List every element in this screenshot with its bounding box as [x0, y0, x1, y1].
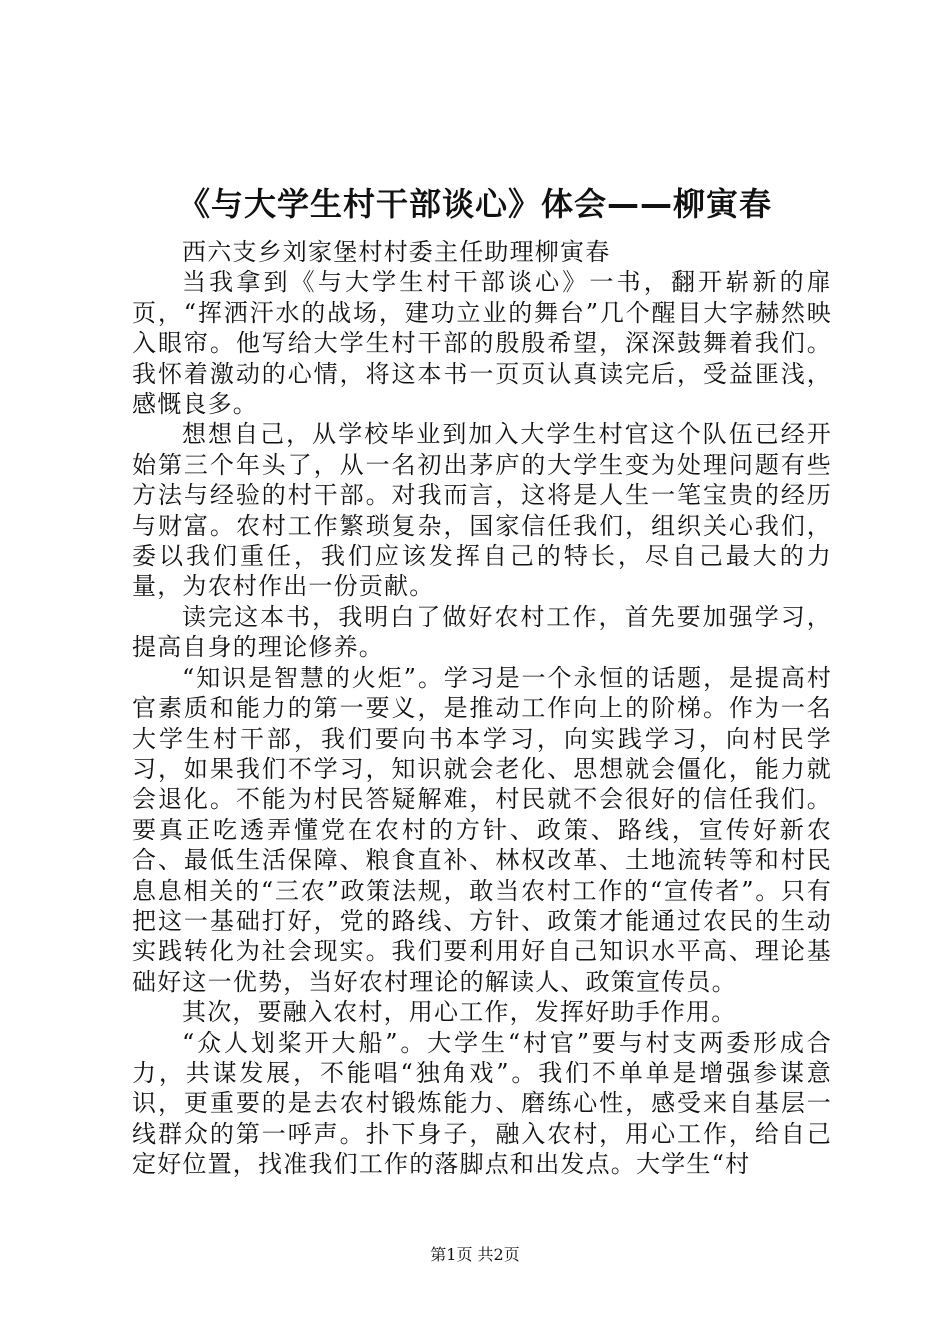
paragraph: 当我拿到《与大学生村干部谈心》一书，翻开崭新的扉页，“挥洒汗水的战场，建功立业的舞台”几个醒目大字赫然映入眼帘。他写给大学生村干部的殷殷希望，深深鼓舞着我们。我怀着激动的心情，将这本书一页页认真读完后，受益匪浅，感慨良多。 [132, 268, 832, 419]
page-number-footer: 第1页 共2页 [430, 1245, 520, 1264]
document-body [132, 237, 832, 1180]
paragraph: “众人划桨开大船”。大学生“村官”要与村支两委形成合力，共谋发展，不能唱“独角戏”。我们不单单是增强参谋意识，更重要的是去农村锻炼能力、磨练心性，感受来自基层一线群众的第一呼声。扑下身子，融入农村，用心工作，给自己定好位置，找准我们工作的落脚点和出发点。大学生“村 [132, 1028, 832, 1179]
document-title: 《与大学生村干部谈心》体会——柳寅春 [177, 185, 772, 223]
paragraph: 读完这本书，我明白了做好农村工作，首先要加强学习，提高自身的理论修养。 [132, 602, 832, 662]
paragraph: “知识是智慧的火炬”。学习是一个永恒的话题，是提高村官素质和能力的第一要义，是推动工作向上的阶梯。作为一名大学生村干部，我们要向书本学习，向实践学习，向村民学习，如果我们不学习，知识就会老化、思想就会僵化，能力就会退化。不能为村民答疑解难，村民就不会很好的信任我们。要真正吃透弄懂党在农村的方针、政策、路线，宣传好新农合、最低生活保障、粮食直补、林权改革、土地流转等和村民息息相关的“三农”政策法规，敢当农村工作的“宣传者”。只有把这一基础打好，党的路线、方针、政策才能通过农民的生动实践转化为社会现实。我们要利用好自己知识水平高、理论基础好这一优势，当好农村理论的解读人、政策宣传员。 [132, 663, 832, 996]
paragraph: 想想自己，从学校毕业到加入大学生村官这个队伍已经开始第三个年头了，从一名初出茅庐的大学生变为处理问题有些方法与经验的村干部。对我而言，这将是人生一笔宝贵的经历与财富。农村工作繁琐复杂，国家信任我们，组织关心我们，委以我们重任，我们应该发挥自己的特长，尽自己最大的力量，为农村作出一份贡献。 [132, 420, 832, 601]
author-line: 西六支乡刘家堡村村委主任助理柳寅春 [182, 238, 611, 266]
paragraph: 其次，要融入农村，用心工作，发挥好助手作用。 [182, 998, 737, 1027]
